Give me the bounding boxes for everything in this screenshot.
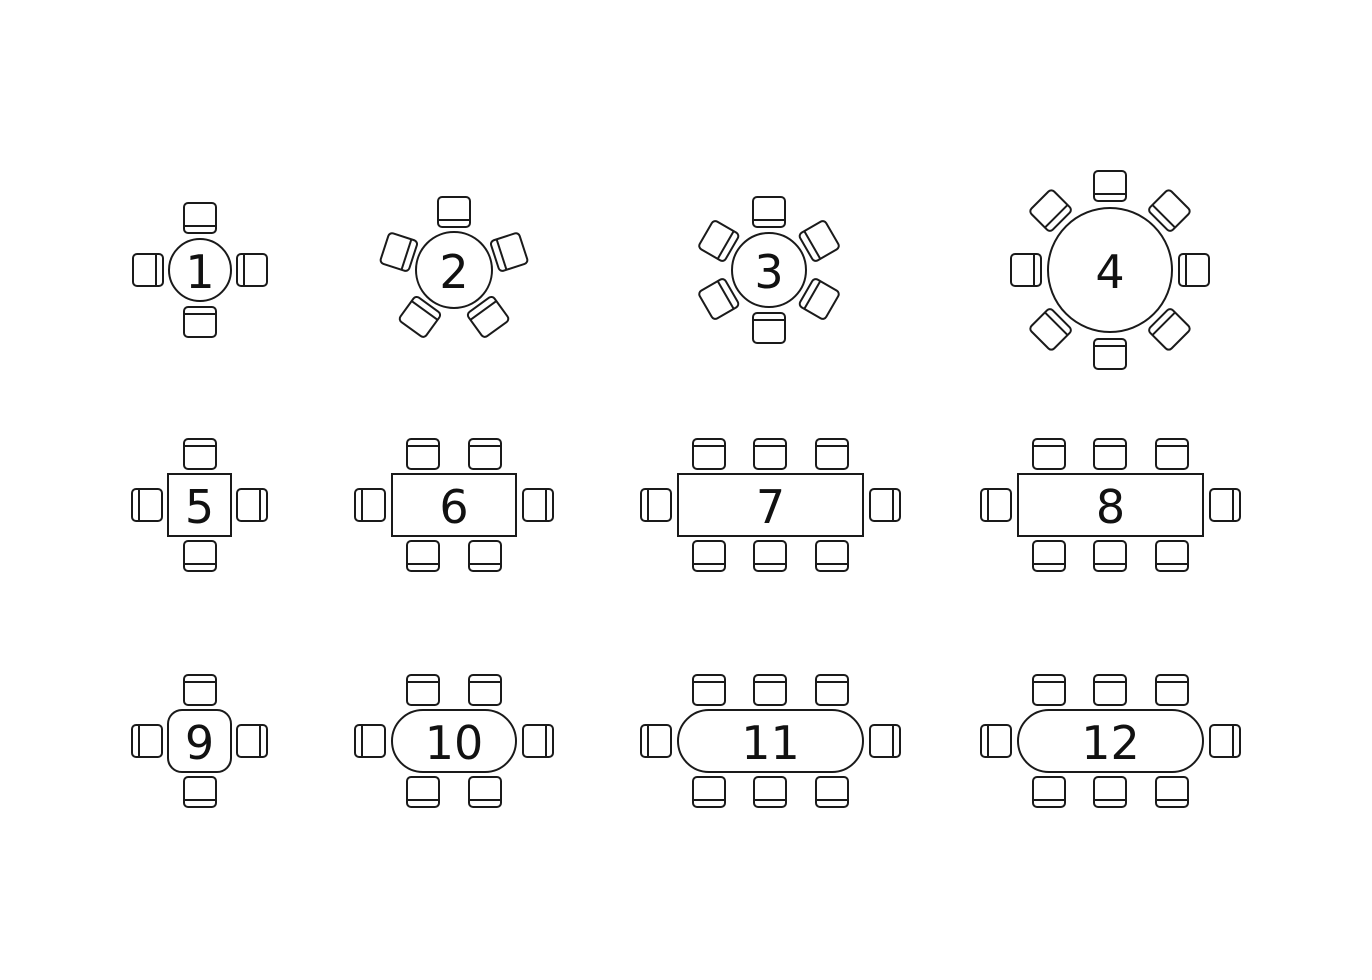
chair-icon xyxy=(1156,777,1188,807)
table-number: 1 xyxy=(185,245,215,299)
chair-icon xyxy=(407,675,439,705)
chair-icon xyxy=(870,489,900,521)
chair-icon xyxy=(469,675,501,705)
chair-icon xyxy=(753,197,785,227)
chair-icon xyxy=(798,220,840,263)
chair-icon xyxy=(698,220,740,263)
chair-icon xyxy=(1210,725,1240,757)
chair-icon xyxy=(184,439,216,469)
chair-icon xyxy=(753,313,785,343)
chair-icon xyxy=(132,489,162,521)
chair-icon xyxy=(184,307,216,337)
chair-icon xyxy=(380,232,418,272)
table-number: 2 xyxy=(439,245,469,299)
table-8[interactable] xyxy=(981,439,1240,571)
table-number: 8 xyxy=(1095,480,1126,534)
table-number: 6 xyxy=(439,480,469,534)
table-number: 3 xyxy=(754,245,784,299)
chair-icon xyxy=(407,777,439,807)
chair-icon xyxy=(641,725,671,757)
chair-icon xyxy=(1156,675,1188,705)
chair-icon xyxy=(754,439,786,469)
chair-icon xyxy=(523,725,553,757)
chair-icon xyxy=(816,541,848,571)
chair-icon xyxy=(355,489,385,521)
chair-icon xyxy=(1156,541,1188,571)
chair-icon xyxy=(1094,339,1126,369)
chair-icon xyxy=(184,675,216,705)
chair-icon xyxy=(798,278,840,321)
chair-icon xyxy=(184,541,216,571)
chair-icon xyxy=(469,777,501,807)
chair-icon xyxy=(754,541,786,571)
chair-icon xyxy=(816,777,848,807)
table-6[interactable] xyxy=(355,439,553,571)
chair-icon xyxy=(1179,254,1209,286)
chair-icon xyxy=(469,541,501,571)
chair-icon xyxy=(816,439,848,469)
chair-icon xyxy=(1033,439,1065,469)
table-5[interactable] xyxy=(132,439,267,571)
chair-icon xyxy=(816,675,848,705)
table-2[interactable] xyxy=(380,197,529,338)
chair-icon xyxy=(1094,541,1126,571)
chair-icon xyxy=(641,489,671,521)
chair-icon xyxy=(1094,439,1126,469)
chair-icon xyxy=(523,489,553,521)
table-number: 10 xyxy=(424,716,484,770)
chair-icon xyxy=(693,675,725,705)
chair-icon xyxy=(237,725,267,757)
chair-icon xyxy=(693,439,725,469)
chair-icon xyxy=(184,777,216,807)
chair-icon xyxy=(469,439,501,469)
chair-icon xyxy=(693,541,725,571)
chair-icon xyxy=(1011,254,1041,286)
chair-icon xyxy=(754,777,786,807)
table-3[interactable] xyxy=(698,197,840,343)
chair-icon xyxy=(1033,541,1065,571)
chair-icon xyxy=(1033,675,1065,705)
table-11[interactable] xyxy=(641,675,900,807)
chair-icon xyxy=(1094,777,1126,807)
chair-icon xyxy=(355,725,385,757)
chair-icon xyxy=(981,725,1011,757)
chair-icon xyxy=(237,254,267,286)
chair-icon xyxy=(870,725,900,757)
chair-icon xyxy=(754,675,786,705)
chair-icon xyxy=(693,777,725,807)
table-number: 12 xyxy=(1081,716,1140,770)
table-4[interactable] xyxy=(1011,171,1209,369)
table-1[interactable] xyxy=(133,203,267,337)
chair-icon xyxy=(490,232,528,272)
table-number: 7 xyxy=(755,480,786,534)
chair-icon xyxy=(1094,675,1126,705)
chair-icon xyxy=(981,489,1011,521)
table-number: 9 xyxy=(184,716,215,770)
table-12[interactable] xyxy=(981,675,1240,807)
table-number: 5 xyxy=(184,480,215,534)
chair-icon xyxy=(133,254,163,286)
chair-icon xyxy=(1210,489,1240,521)
chair-icon xyxy=(132,725,162,757)
chair-icon xyxy=(1156,439,1188,469)
chair-icon xyxy=(407,541,439,571)
chair-icon xyxy=(184,203,216,233)
chair-icon xyxy=(698,278,740,321)
table-10[interactable] xyxy=(355,675,553,807)
chair-icon xyxy=(237,489,267,521)
table-number: 4 xyxy=(1095,245,1125,299)
chair-icon xyxy=(438,197,470,227)
table-7[interactable] xyxy=(641,439,900,571)
chair-icon xyxy=(1094,171,1126,201)
chair-icon xyxy=(407,439,439,469)
table-number: 11 xyxy=(741,716,800,770)
chair-icon xyxy=(1033,777,1065,807)
table-9[interactable] xyxy=(132,675,267,807)
